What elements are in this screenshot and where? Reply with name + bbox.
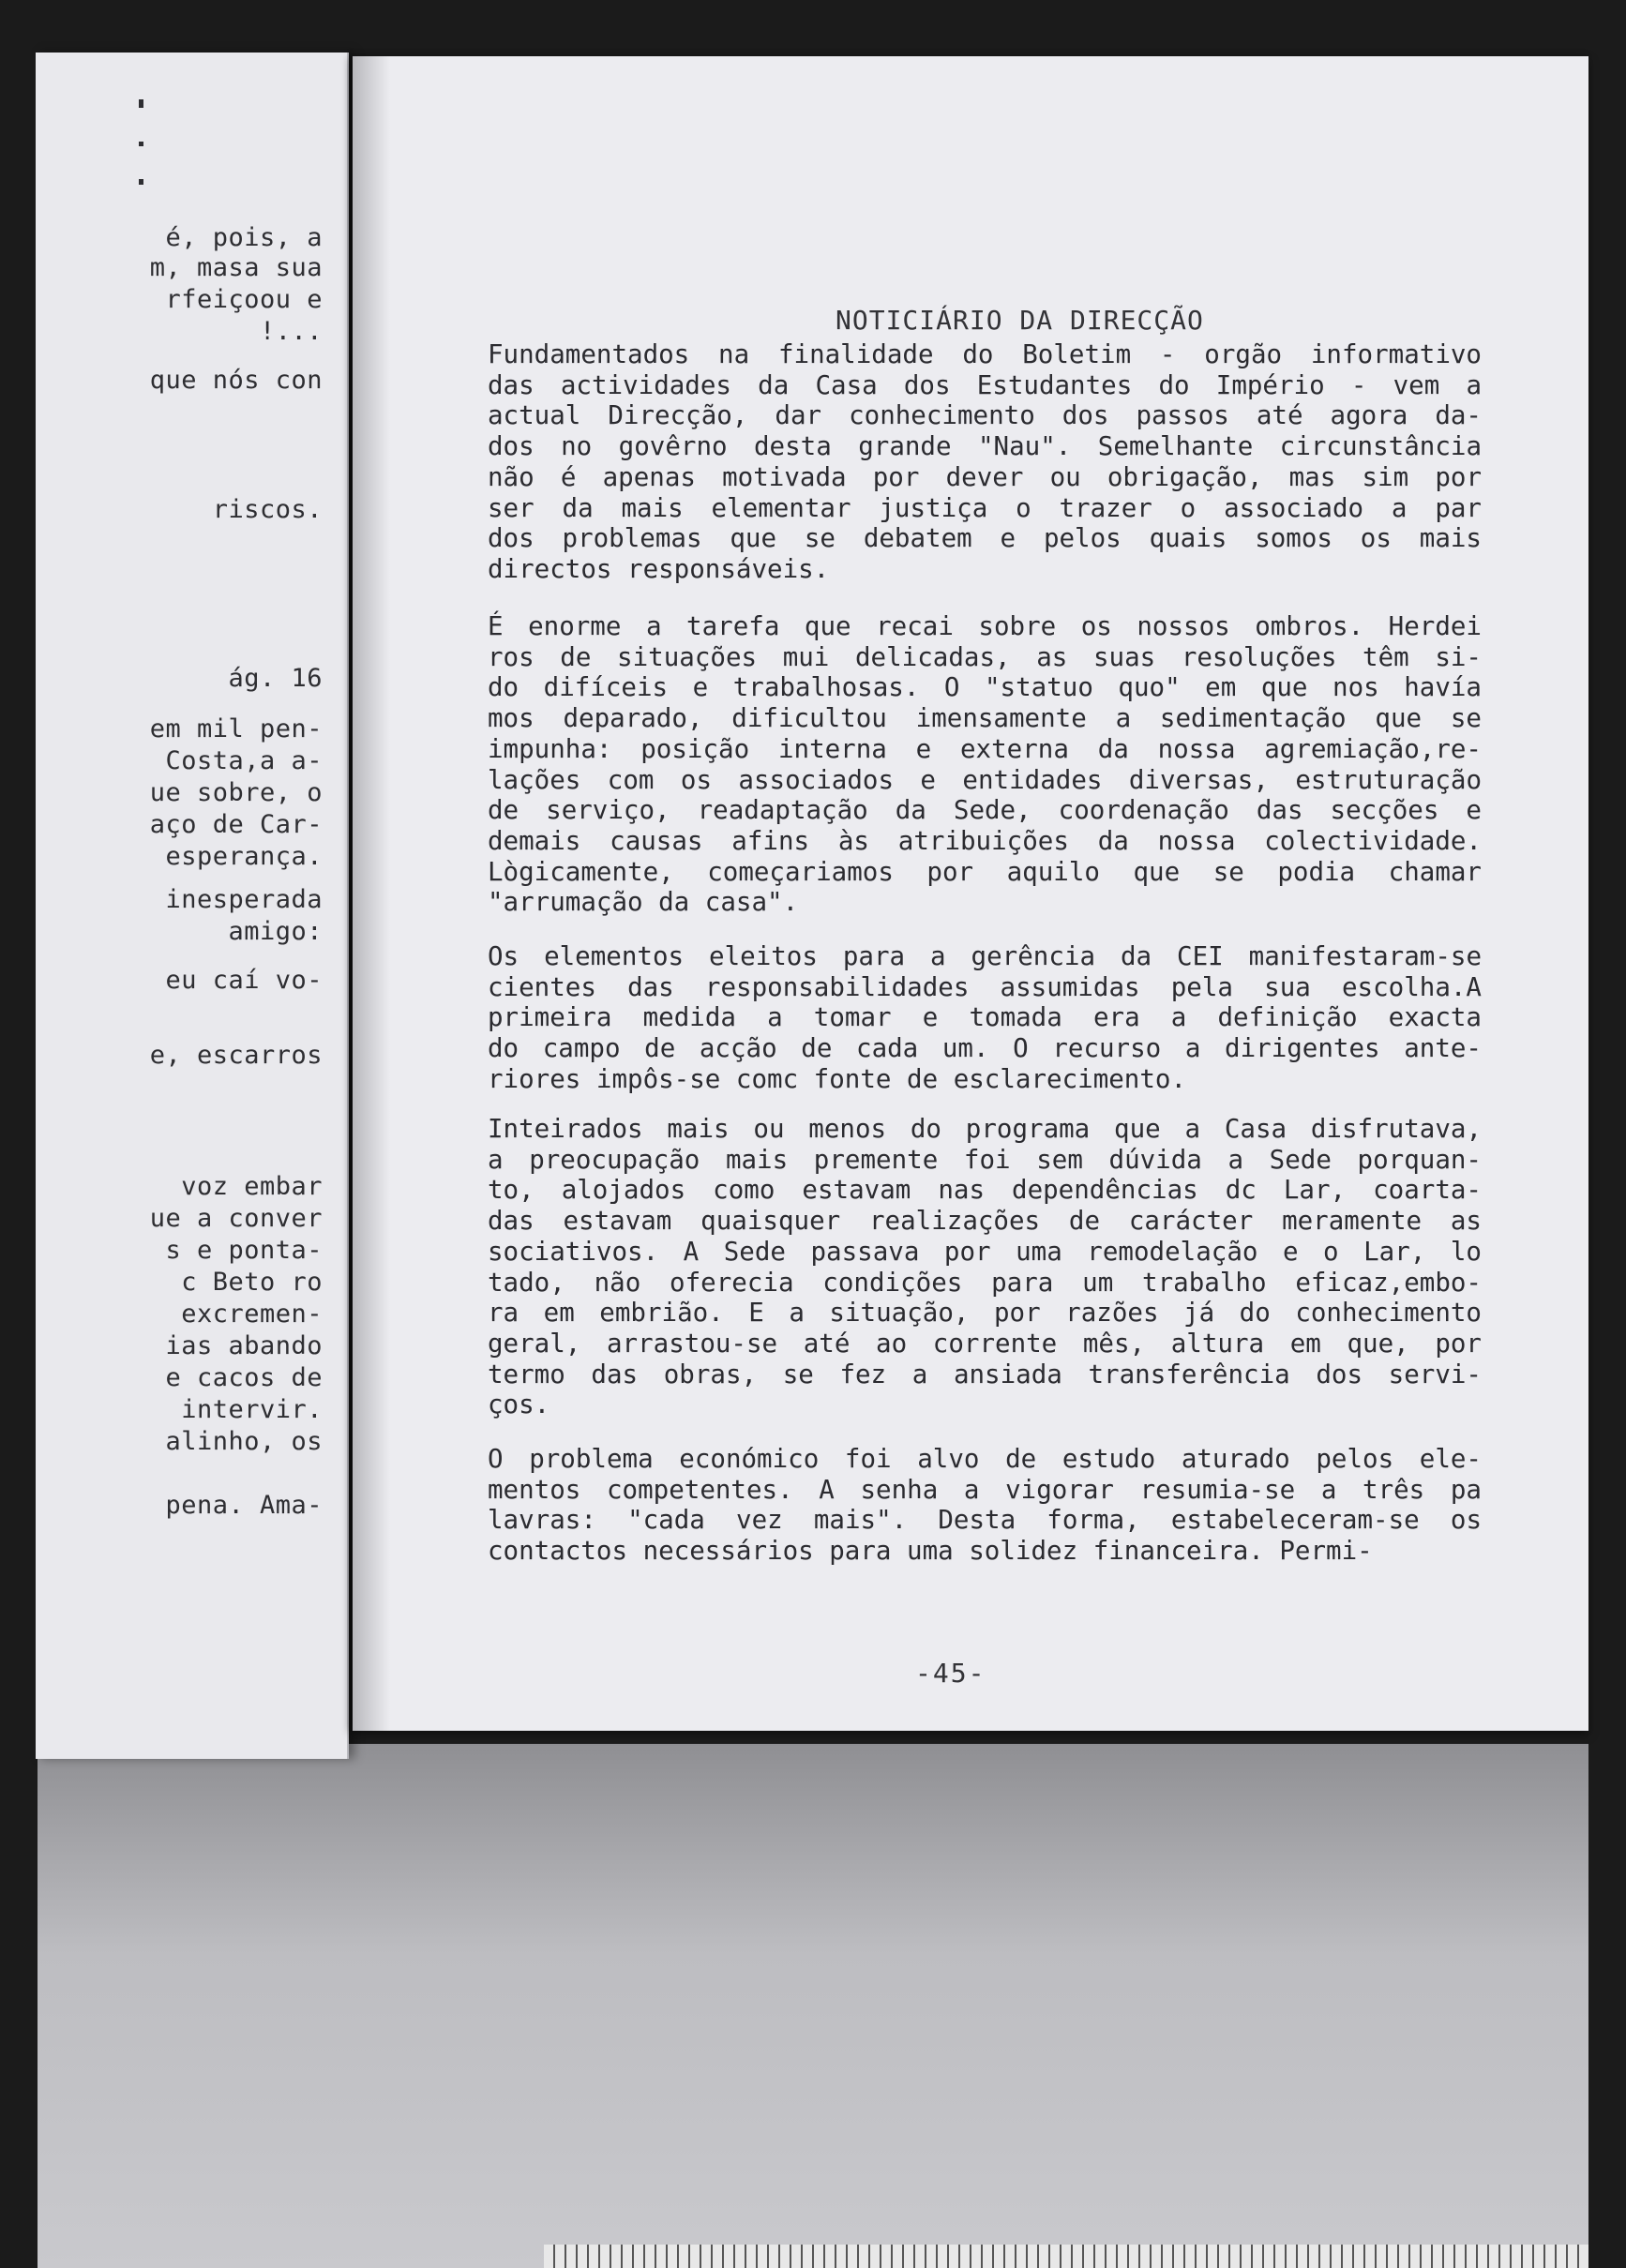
text-line: ra em embrião. E a situação, por razões já do conhecimento: [488, 1298, 1482, 1329]
text-line: primeira medida a tomar e tomada era a definição exacta: [488, 1002, 1482, 1033]
text-line: geral, arrastou-se até ao corrente mês, altura em que, por: [488, 1328, 1482, 1359]
text-line: Os elementos eleitos para a gerência da CEI manifestaram-se: [488, 941, 1482, 971]
text-line: É enorme a tarefa que recai sobre os nossos ombros. Herdei: [488, 611, 1482, 641]
left-page-line: inesperada: [165, 885, 323, 914]
text-line: Fundamentados na finalidade do Boletim - orgão informativo: [488, 339, 1482, 369]
left-page-line: s e ponta-: [165, 1236, 323, 1265]
text-line: tado, não oferecia condições para um trabalho eficaz,embo-: [488, 1267, 1482, 1298]
text-line: O problema económico foi alvo de estudo aturado pelos ele-: [488, 1444, 1482, 1474]
left-page-line: intervir.: [181, 1395, 323, 1424]
left-page-line: c Beto ro: [181, 1268, 323, 1297]
left-page-line: é, pois, a: [165, 223, 323, 252]
left-page-line: alinho, os: [165, 1427, 323, 1456]
left-page-line: rfeiçoou e: [165, 285, 323, 314]
ink-mark: [139, 99, 143, 108]
left-page-line: ue sobre, o: [149, 778, 323, 807]
left-page-line: riscos.: [212, 495, 323, 524]
text-line: riores impôs-se comc fonte de esclarecimento.: [488, 1063, 1187, 1094]
paragraph: [488, 339, 1482, 585]
left-page-line: esperança.: [165, 842, 323, 871]
text-line: lações com os associados e entidades diversas, estruturação: [488, 764, 1482, 795]
text-line: demais causas afins às atribuições da nossa colectividade.: [488, 825, 1482, 856]
text-line: a preocupação mais premente foi sem dúvida a Sede porquan-: [488, 1144, 1482, 1175]
text-line: ros de situações mui delicadas, as suas resoluções têm si-: [488, 641, 1482, 672]
text-line: das actividades da Casa dos Estudantes do Império - vem a: [488, 369, 1482, 400]
left-page-line: !...: [259, 317, 323, 346]
left-page-line: e, escarros: [149, 1041, 323, 1070]
text-line: impunha: posição interna e externa da nossa agremiação,re-: [488, 733, 1482, 764]
left-page-line: eu caí vo-: [165, 966, 323, 995]
paragraph: [488, 1444, 1482, 1567]
text-line: dos no govêrno desta grande "Nau". Semelhante circunstância: [488, 431, 1482, 462]
left-page-line: pena. Ama-: [165, 1491, 323, 1520]
text-line: to, alojados como estavam nas dependências dc Lar, coarta-: [488, 1175, 1482, 1206]
left-page-line: ue a conver: [149, 1204, 323, 1233]
text-line: lavras: "cada vez mais". Desta forma, estabeleceram-se os: [488, 1505, 1482, 1536]
left-page-line: em mil pen-: [149, 714, 323, 743]
text-line: do difíceis e trabalhosas. O "statuo quo" em que nos havía: [488, 672, 1482, 703]
background-surface: [38, 1744, 1588, 2268]
paragraph: [488, 611, 1482, 918]
left-page-line: ág. 16: [228, 664, 323, 693]
left-page-line: ias abando: [165, 1331, 323, 1360]
text-line: Lògicamente, começariamos por aquilo que se podia chamar: [488, 856, 1482, 887]
left-page-line: aço de Car-: [149, 810, 323, 839]
text-line: do campo de acção de cada um. O recurso a dirigentes ante-: [488, 1033, 1482, 1064]
left-page-line: amigo:: [228, 917, 323, 946]
left-page-line: que nós con: [149, 366, 323, 395]
text-line: "arrumação da casa".: [488, 887, 799, 918]
text-line: directos responsáveis.: [488, 553, 830, 584]
left-page-line: e cacos de: [165, 1363, 323, 1392]
text-line: actual Direcção, dar conhecimento dos passos até agora da-: [488, 400, 1482, 431]
ink-mark: [139, 142, 143, 146]
left-page-line: Costa,a a-: [165, 746, 323, 775]
text-line: não é apenas motivada por dever ou obrigação, mas sim por: [488, 461, 1482, 492]
text-line: cientes das responsabilidades assumidas pela sua escolha.A: [488, 971, 1482, 1002]
left-page-line: m, masa sua: [149, 253, 323, 282]
text-line: termo das obras, se fez a ansiada transferência dos servi-: [488, 1359, 1482, 1389]
left-page-line: voz embar: [181, 1172, 323, 1201]
ink-mark: [139, 179, 143, 185]
paragraph: [488, 1114, 1482, 1420]
paragraph: [488, 941, 1482, 1095]
page-spine-shadow: [353, 56, 390, 1731]
text-line: das estavam quaisquer realizações de carácter meramente as: [488, 1206, 1482, 1237]
text-line: de serviço, readaptação da Sede, coordenação das secções e: [488, 795, 1482, 826]
main-page: [353, 56, 1588, 1731]
scale-ruler: [544, 2245, 1588, 2268]
page-title: NOTICIÁRIO DA DIRECÇÃO: [836, 305, 1204, 336]
text-line: contactos necessários para uma solidez financeira. Permi-: [488, 1536, 1373, 1567]
left-page: [36, 53, 349, 1759]
text-line: ços.: [488, 1389, 550, 1420]
text-line: Inteirados mais ou menos do programa que a Casa disfrutava,: [488, 1114, 1482, 1144]
left-page-line: excremen-: [181, 1299, 323, 1329]
text-line: dos problemas que se debatem e pelos quais somos os mais: [488, 523, 1482, 554]
text-line: sociativos. A Sede passava por uma remodelação e o Lar, lo: [488, 1236, 1482, 1267]
text-line: ser da mais elementar justiça o trazer o associado a par: [488, 492, 1482, 523]
page-number: -45-: [915, 1658, 986, 1689]
text-line: mentos competentes. A senha a vigorar resumia-se a três pa: [488, 1474, 1482, 1505]
text-line: mos deparado, dificultou imensamente a sedimentação que se: [488, 703, 1482, 734]
